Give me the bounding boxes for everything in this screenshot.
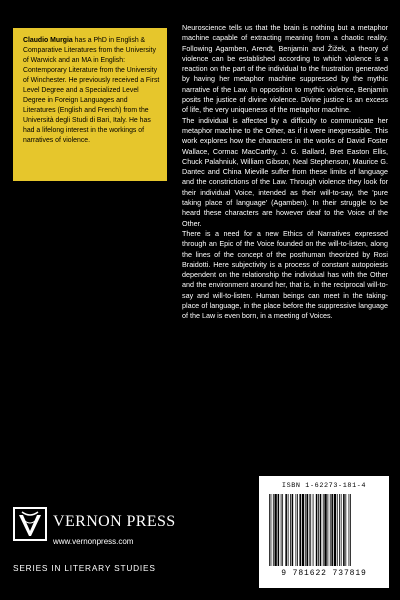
barcode-bar [316, 494, 318, 566]
barcode-bar [310, 494, 311, 566]
barcode-bar [297, 494, 298, 566]
author-bio [23, 36, 161, 146]
barcode-bar [343, 494, 345, 566]
barcode-bar [296, 494, 297, 566]
barcode-number: 9 781622 737819 [281, 569, 367, 578]
barcode-bar [337, 494, 338, 566]
author-bio-text: has a PhD in English & Comparative Literatures from the University of Warwick and an MA in English: Contemporary Literature from the University of Winchester. He previously received a First Level Degree and a Specialized Level Degree in Foreign Languages and Literatures (English and French) from the Università degli Studi di Bari, Italy. He has had a lifelong interest in the workings of narratives of violence. [23, 37, 160, 144]
barcode-bar [330, 494, 331, 566]
author-name: Claudio Murgia [23, 37, 73, 44]
barcode-bar [271, 494, 272, 566]
barcode-bar [313, 494, 314, 566]
barcode-bar [328, 494, 329, 566]
barcode-bar [339, 494, 340, 566]
isbn-barcode [259, 476, 389, 588]
barcode-bar [341, 494, 342, 566]
publisher-url: www.vernonpress.com [53, 537, 134, 546]
book-blurb [182, 23, 388, 322]
barcode-bar [274, 494, 276, 566]
publisher-name: VERNON PRESS [53, 513, 176, 530]
barcode-bar [350, 494, 351, 566]
barcode-bar [292, 494, 294, 566]
isbn-label: ISBN 1-62273-181-4 [281, 482, 367, 490]
barcode-bars [268, 494, 380, 566]
barcode-bar [278, 494, 280, 566]
barcode-graphic [268, 494, 380, 566]
blurb-paragraph: There is a need for a new Ethics of Narratives expressed through an Epic of the Voice founded on the will-to-listen, along the lines of the concept of the posthuman theorized by Rosi Braidotti. Here subjectivity is a process of constant autopoiesis dependent on the relationship the individual has with the Other and the environment around her, that is, in the reciprocal will-to-say and will-to-listen. Human beings can meet in the taking-place of language, in the place before the suppressive language of the Law is even born, in a meeting of Voices. [182, 228, 388, 321]
barcode-bar [282, 494, 283, 566]
barcode-bar [345, 494, 346, 566]
barcode-bar [273, 494, 274, 566]
barcode-bar [269, 494, 270, 566]
barcode-bar [290, 494, 291, 566]
barcode-bar [334, 494, 336, 566]
blurb-paragraph: Neuroscience tells us that the brain is nothing but a metaphor machine capable of extracting meaning from a chaotic reality. Following Agamben, Arendt, Benjamin and Žižek, a theory of violence can be established according to which violence is a reaction on the part of the individual to the frustration generated by having her metaphor machine suppressed by the mythic narrative of the Law. In opposition to mythic violence, Benjamin posits the justice of divine violence. Divine justice is an excess of life, the very uniqueness of the metaphor machine. [182, 23, 388, 115]
barcode-bar [302, 494, 304, 566]
barcode-bar [306, 494, 308, 566]
blurb-paragraph: The individual is affected by a difficulty to communicate her metaphor machine to the Other, as if it were inexpressible. This work explores how the characters in the works of David Foster Wallace, Cormac MacCarthy, J. G. Ballard, Bret Easton Ellis, Chuck Palahniuk, William Gibson, Neal Stephenson, Maurice G. Dantec and China Mieville suffer from these limits of language and the constrictions of the Law. Through violence they look for their individual Voice, intended as their will-to-say, the 'pure taking place of language' (Agamben). In their struggle to be heard these characters are however deaf to the Voice of the Other. [182, 115, 388, 228]
series-name: SERIES IN LITERARY STUDIES [13, 563, 156, 573]
barcode-bar [309, 494, 310, 566]
barcode-bar [305, 494, 306, 566]
barcode-bar [331, 494, 333, 566]
barcode-bar [299, 494, 301, 566]
barcode-bar [285, 494, 287, 566]
barcode-bar [349, 494, 350, 566]
barcode-bar [318, 494, 319, 566]
barcode-bar [323, 494, 324, 566]
barcode-bar [288, 494, 289, 566]
vernon-press-logo-icon [13, 507, 47, 541]
barcode-bar [281, 494, 282, 566]
author-bio-box [13, 28, 167, 181]
barcode-bar [320, 494, 322, 566]
publisher-block [13, 505, 233, 585]
barcode-bar [324, 494, 326, 566]
